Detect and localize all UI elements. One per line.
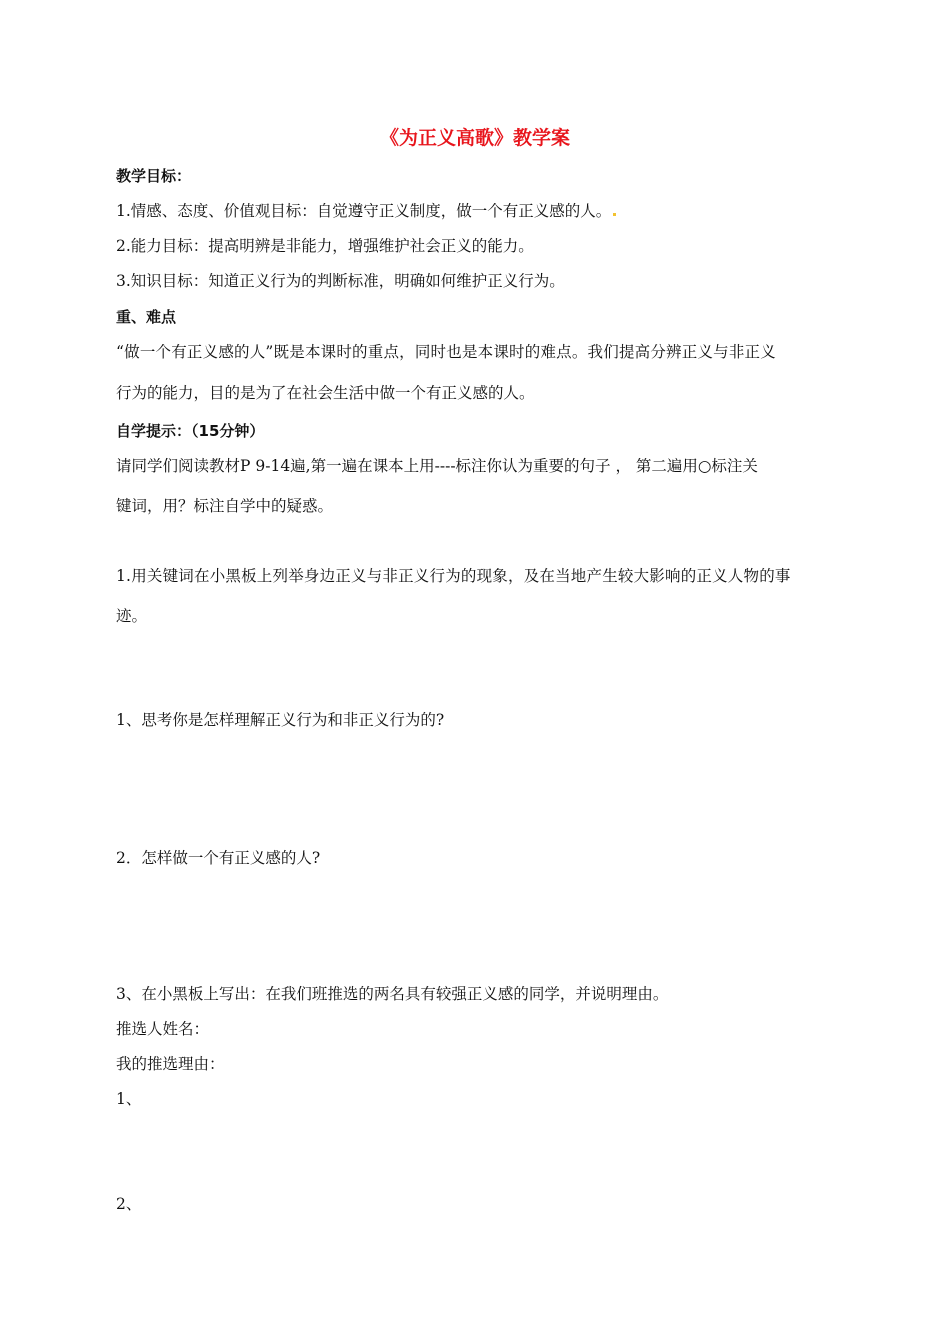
task-1-line-2: 迹。 xyxy=(116,607,148,625)
task-1-line-1: 1.用关键词在小黑板上列举身边正义与非正义行为的现象，及在当地产生较大影响的正义人物的事 xyxy=(116,567,791,585)
reason-1: 1、 xyxy=(116,1090,142,1108)
reason-label: 我的推选理由： xyxy=(116,1055,225,1073)
question-1: 1、思考你是怎样理解正义行为和非正义行为的? xyxy=(116,711,445,729)
objective-1: 1.情感、态度、价值观目标：自觉遵守正义制度，做一个有正义感的人。 xyxy=(116,201,616,221)
keypoints-heading: 重、难点 xyxy=(116,308,177,326)
highlight-mark xyxy=(613,213,616,216)
question-3: 3、在小黑板上写出：在我们班推选的两名具有较强正义感的同学，并说明理由。 xyxy=(116,985,669,1003)
objective-3: 3.知识目标：知道正义行为的判断标准，明确如何维护正义行为。 xyxy=(116,272,565,290)
reason-2: 2、 xyxy=(116,1195,142,1213)
nominee-label: 推选人姓名： xyxy=(116,1020,210,1038)
question-2: 2．怎样做一个有正义感的人? xyxy=(116,849,321,867)
document-title: 《为正义高歌》教学案 xyxy=(379,127,570,149)
selfstudy-line-2: 键词，用？标注自学中的疑惑。 xyxy=(116,497,334,515)
objectives-heading: 教学目标： xyxy=(116,167,192,185)
keypoints-line-1: “做一个有正义感的人”既是本课时的重点，同时也是本课时的难点。我们提高分辨正义与非正义 xyxy=(116,343,776,361)
objective-2: 2.能力目标：提高明辨是非能力，增强维护社会正义的能力。 xyxy=(116,237,534,255)
selfstudy-line-1: 请同学们阅读教材P 9-14遍,第一遍在课本上用----标注你认为重要的句子 ， 第二遍用○标注关 xyxy=(116,457,758,475)
selfstudy-heading: 自学提示：（15分钟） xyxy=(116,422,265,440)
keypoints-line-2: 行为的能力，目的是为了在社会生活中做一个有正义感的人。 xyxy=(116,384,535,402)
